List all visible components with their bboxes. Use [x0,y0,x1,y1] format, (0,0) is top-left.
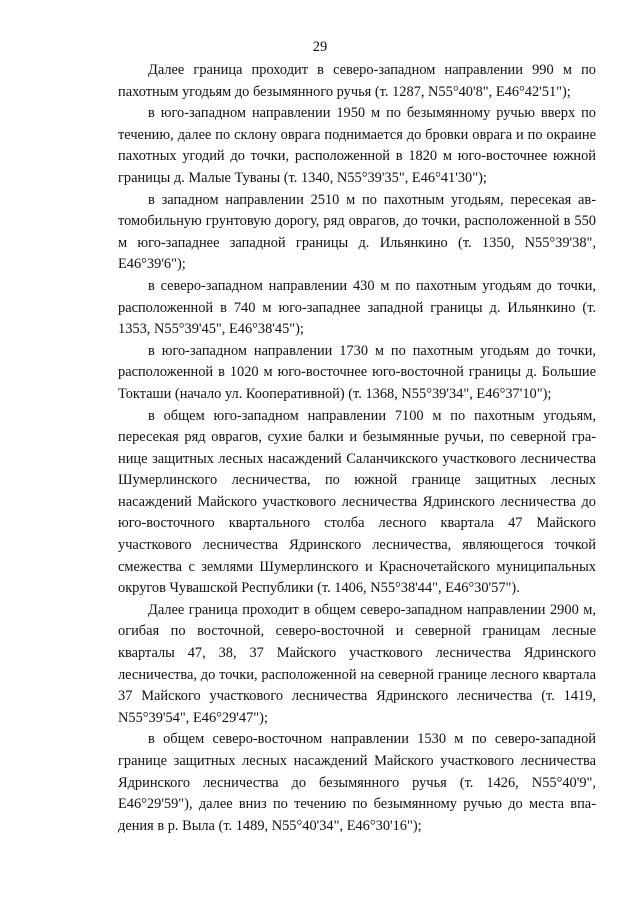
document-body [118,60,596,837]
paragraph: Далее граница проходит в общем северо-западном направлении 2900 м, огибая по восточной, северо-восточной и северной границам лесные кварталы 47, 38, 37 Майского участкового лесничества Ядринского лесничества, до точки, расположенной на северной границе лесного квартала 37 Майского участкового лесничества Ядринского лесничества (т. 1419, N55°39'54", E46°29'47"); [118,601,596,726]
paragraph: в западном направлении 2510 м по пахотным угодьям, пересекая автомобильную грунтовую дорогу, ряд оврагов, до точки, расположенной в 550 м юго-западнее западной границы д. Ильянкино (т. 1350, N55°39'38", E46°39'6"); [118,191,596,273]
paragraph: в общем северо-восточном направлении 1530 м по северо-западной границе защитных лесных насаждений Майского участкового лесничества Ядринского лесничества до безымянного ручья (т. 1426, N55°40'9", E46°29'59"), далее вниз по течению по безымянному ручью до места впадения в р. Выла (т. 1489, N55°40'34", E46°30'16"); [118,731,596,834]
paragraph: в северо-западном направлении 430 м по пахотным угодьям до точки, расположенной в 740 м юго-западнее западной границы д. Ильянкино (т. 1353, N55°39'45", E46°38'45"); [118,277,596,338]
paragraph: в юго-западном направлении 1950 м по безымянному ручью вверх по течению, далее по склону оврага поднимается до бровки оврага и по окраине пахотных угодий до точки, расположенной в 1820 м юго-восточнее южной границы д. Малые Туваны (т. 1340, N55°39'35", E46°41'30"); [118,105,596,186]
page-number: 29 [312,39,328,55]
paragraph: в юго-западном направлении 1730 м по пахотным угодьям до точки, расположенной в 1020 м юго-восточнее юго-восточной границы д. Большие Токташи (начало ул. Кооперативной) (т. 1368, N55°39'34", E46°37'10"); [118,342,596,402]
paragraph: Далее граница проходит в северо-западном направлении 990 м по пахотным угодьям до безымянного ручья (т. 1287, N55°40'8", E46°42'51"); [118,62,596,100]
paragraph: в общем юго-западном направлении 7100 м по пахотным угодьям, пересекая ряд оврагов, сухие балки и безымянные ручьи, по северной границе защитных лесных насаждений Саланчикского участкового лесничества Шумерлинского лесничества, по южной границе защитных лесных насаждений Майского участкового лесничества Ядринского лесничества до юго-восточного квартального столба лесного квартала 47 Майского участкового лесничества Ядринского лесничества, являющегося точкой смежества с землями Шумерлинского и Красночетайского муниципальных округов Чувашской Республики (т. 1406, N55°38'44", E46°30'57"). [118,407,596,597]
